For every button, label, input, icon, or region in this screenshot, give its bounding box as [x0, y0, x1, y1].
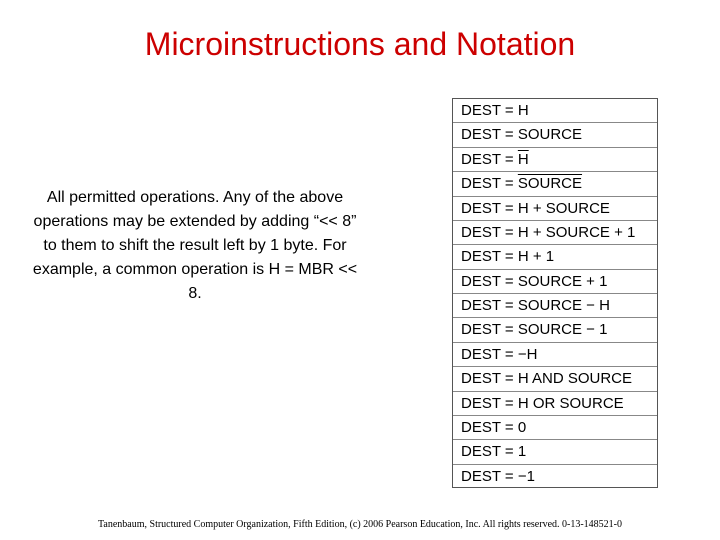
operation-row	[453, 343, 657, 367]
operation-row	[453, 270, 657, 294]
operation-row	[453, 99, 657, 123]
operation-note: All permitted operations. Any of the above operations may be extended by adding “<< 8” to them to shift the result left by 1 byte. For example, a common operation is H = MBR << 8.	[32, 189, 358, 302]
operation-text: DEST = −1	[461, 467, 535, 485]
operation-row	[453, 367, 657, 391]
operation-negated: $\overline{H}$	[517, 150, 529, 168]
operation-row	[453, 148, 657, 172]
operation-row	[453, 245, 657, 269]
operation-text: DEST = H + SOURCE + 1	[461, 223, 636, 241]
operation-text: DEST = SOURCE − H	[461, 297, 610, 314]
operation-row	[453, 197, 657, 221]
operation-text: DEST =	[461, 150, 518, 168]
operation-negated: SOURCE	[517, 175, 583, 193]
operation-text: DEST = H	[461, 102, 529, 119]
operation-text: DEST = SOURCE + 1	[461, 272, 608, 290]
operation-text: DEST = SOURCE − 1	[461, 321, 608, 339]
operations-table	[452, 98, 658, 488]
operation-text: DEST = H + 1	[461, 248, 555, 266]
operation-text: DEST = −H	[461, 345, 538, 363]
operation-row	[453, 440, 657, 464]
operation-text: DEST =	[461, 175, 518, 193]
slide-title: Microinstructions and Notation	[144, 26, 576, 62]
operation-text: DEST = H + SOURCE	[461, 199, 610, 217]
operation-row	[453, 318, 657, 342]
operation-row	[453, 416, 657, 440]
operation-row	[453, 172, 657, 196]
operation-row	[453, 294, 657, 318]
copyright-footer: Tanenbaum, Structured Computer Organization, Fifth Edition, (c) 2006 Pearson Education, Inc. All rights reserved. 0-13-148521-0	[98, 519, 622, 530]
operation-row	[453, 392, 657, 416]
operation-text: DEST = H OR SOURCE	[461, 394, 624, 412]
operation-row	[453, 221, 657, 245]
operation-text: DEST = SOURCE	[461, 126, 583, 144]
operation-row	[453, 465, 657, 489]
operation-row	[453, 123, 657, 147]
operation-text: DEST = 1	[461, 443, 527, 461]
operation-text: DEST = H AND SOURCE	[461, 370, 633, 388]
operation-text: DEST = 0	[461, 418, 527, 436]
